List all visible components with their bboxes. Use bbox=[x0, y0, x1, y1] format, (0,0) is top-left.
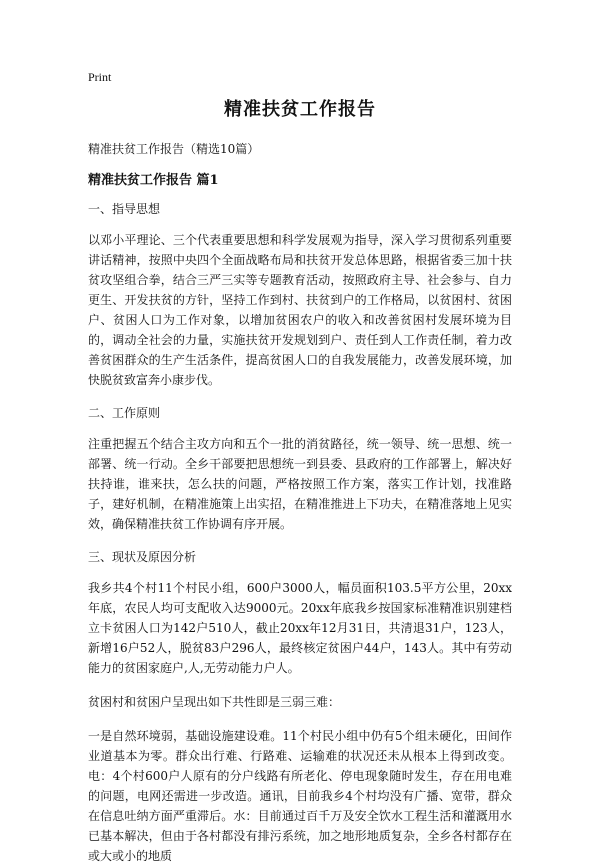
document-subtitle: 精准扶贫工作报告（精选10篇） bbox=[88, 142, 260, 156]
section-title: 精准扶贫工作报告 篇1 bbox=[88, 173, 219, 188]
paragraph-guiding-ideology: 以邓小平理论、三个代表重要思想和科学发展观为指导，深入学习贯彻系列重要讲话精神，按照中央四个全面战略布局和扶贫开发总体思路，根据省委三加十扶贫攻坚组合拳，结合三严三实等专题教育活动，按照政府主导、社会参与、自力更生、开发扶贫的方针，坚持工作到村、扶贫到户的工作格局，以贫困村、贫困户、贫困人口为工作对象，以增加贫困农户的收入和改善贫困村发展环境为目的，调动全社会的力量，实施扶贫开发规划到户、责任到人工作责任制，着力改善贫困群众的生产生活条件，提高贫困人口的自我发展能力，改善发展环境，加快脱贫致富奔小康步伐。 bbox=[88, 233, 512, 387]
paragraph-work-principles: 注重把握五个结合主攻方向和五个一批的消贫路径，统一领导、统一思想、统一部署、统一行动。全乡干部要把思想统一到县委、县政府的工作部署上，解决好扶持谁，谁来扶，怎么扶的问题，严格按照工作方案，落实工作计划，找准路子，建好机制，在精准施策上出实招，在精准推进上下功夫，在精准落地上见实效，确保精准扶贫工作协调有序开展。 bbox=[88, 437, 512, 531]
heading-status-analysis: 三、现状及原因分析 bbox=[88, 550, 197, 564]
paragraph-environment: 一是自然环境弱，基础设施建设难。11个村民小组中仍有5个组未硬化，田间作业道基本为零。群众出行难、行路难、运输难的状况还未从根本上得到改变。电：4个村600户人原有的分户线路有所老化、停电现象随时发生，存在用电难的问题，电网还需进一步改造。通讯，目前我乡4个村均没有广播、宽带，群众在信息吐纳方面严重滞后。水：目前通过百千万及安全饮水工程生活和灌溉用水已基本解决，但由于各村都没有排污系统，加之地形地质复杂，全乡各村都存在或大或小的地质 bbox=[88, 729, 512, 863]
paragraph-common-traits: 贫困村和贫困户呈现出如下共性即是三弱三难： bbox=[88, 695, 341, 709]
print-label[interactable]: Print bbox=[88, 70, 112, 84]
heading-guiding-ideology: 一、指导思想 bbox=[88, 202, 161, 216]
document-title: 精准扶贫工作报告 bbox=[224, 99, 376, 120]
paragraph-status: 我乡共4个村11个村民小组，600户3000人，幅员面积103.5平方公里，20xx年底，农民人均可支配收入达9000元。20xx年底我乡按国家标准精准识别建档立卡贫困人口为142户510人，截止20xx年12月31日，共清退31户，123人，新增16户52人，脱贫83户296人，最终核定贫困户44户，143人。其中有劳动能力的贫困家庭户,人,无劳动能力户人。 bbox=[88, 581, 512, 675]
heading-work-principles: 二、工作原则 bbox=[88, 406, 161, 420]
